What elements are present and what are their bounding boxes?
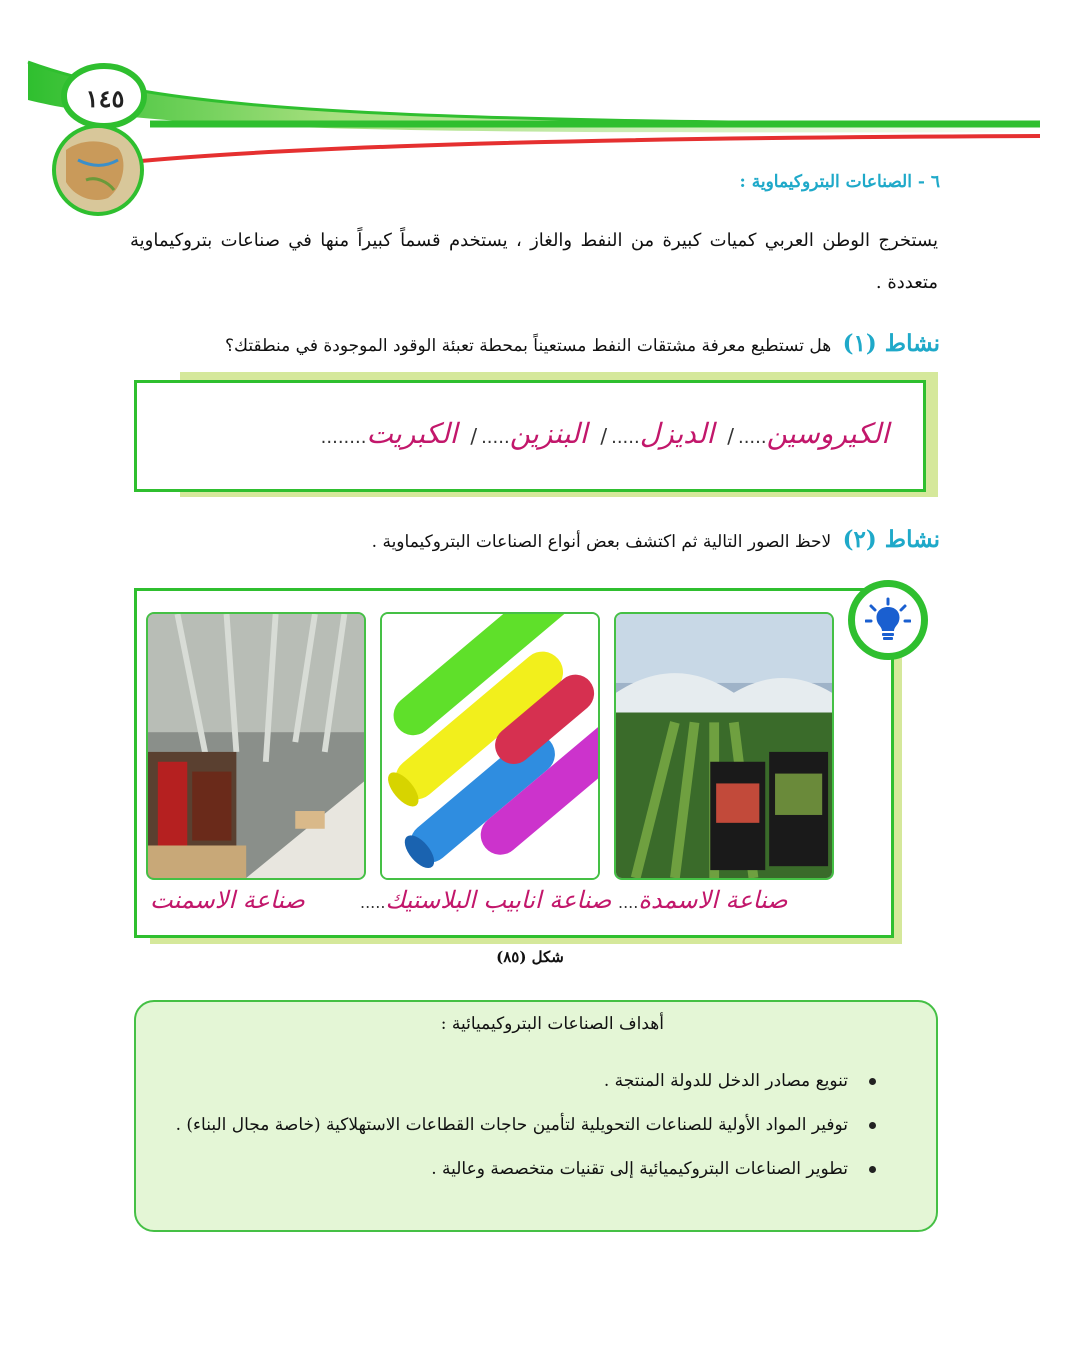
dotted-line: ....: [618, 893, 639, 912]
fertilizer-greenhouse-photo: [614, 612, 834, 880]
goals-box: [134, 1000, 938, 1232]
page-number: ١٤٥: [85, 83, 125, 113]
activity1-question: هل تستطيع معرفة مشتقات النفط مستعيناً بمحطة تعبئة الوقود الموجودة في منطقتك؟: [224, 336, 832, 356]
dotted-line: .....: [611, 427, 640, 448]
caption-text: صناعة الاسمدة: [638, 886, 788, 914]
activity2-instruction: لاحظ الصور التالية ثم اكتشف بعض أنواع الصناعات البتروكيماوية .: [371, 532, 832, 552]
answer-item: الكبريت: [366, 417, 458, 450]
plastic-pipes-photo: [380, 612, 600, 880]
caption-text: صناعة الاسمنت: [150, 886, 305, 914]
figure-caption: شكل (٨٥): [496, 948, 564, 966]
dotted-line: ........: [320, 427, 367, 448]
activity1-label: نشاط (١): [842, 330, 940, 357]
separator: /: [727, 424, 734, 448]
answer-item: الكيروسين: [766, 417, 889, 450]
header-banner: [0, 0, 1070, 230]
lightbulb-icon: [848, 580, 928, 660]
separator: /: [470, 424, 478, 448]
goals-title: أهداف الصناعات البتروكيميائية :: [440, 1014, 664, 1034]
section-heading: ٦ - الصناعات البتروكيماوية :: [739, 172, 940, 192]
answer-item: الديزل: [639, 417, 715, 450]
cement-factory-photo: [146, 612, 366, 880]
caption-text: صناعة انابيب البلاستيك: [385, 886, 612, 914]
dotted-line: .....: [360, 893, 386, 912]
dotted-line: .....: [737, 427, 767, 448]
activity1-line: [150, 330, 940, 357]
list-item: تنويع مصادر الدخل للدولة المنتجة .: [152, 1062, 876, 1100]
intro-paragraph: يستخرج الوطن العربي كميات كبيرة من النفط والغاز ، يستخدم قسماً كبيراً منها في صناعات بتروكيماوية متعددة .: [130, 230, 938, 293]
goals-list: [152, 1062, 876, 1194]
caption-cement: [150, 886, 305, 914]
answer-box: [134, 380, 926, 492]
activity2-line: [150, 526, 940, 553]
caption-plastic: [360, 886, 611, 914]
list-item: توفير المواد الأولية للصناعات التحويلية لتأمين حاجات القطاعات الاستهلاكية (خاصة مجال البناء) .: [152, 1106, 876, 1144]
caption-fertilizer: [618, 886, 788, 914]
answer-line: [177, 417, 889, 450]
separator: /: [600, 424, 608, 448]
answer-item: البنزين: [509, 417, 588, 450]
list-item: تطوير الصناعات البتروكيميائية إلى تقنيات متخصصة وعالية .: [152, 1150, 876, 1188]
activity2-label: نشاط (٢): [842, 526, 940, 553]
dotted-line: .....: [481, 427, 510, 448]
